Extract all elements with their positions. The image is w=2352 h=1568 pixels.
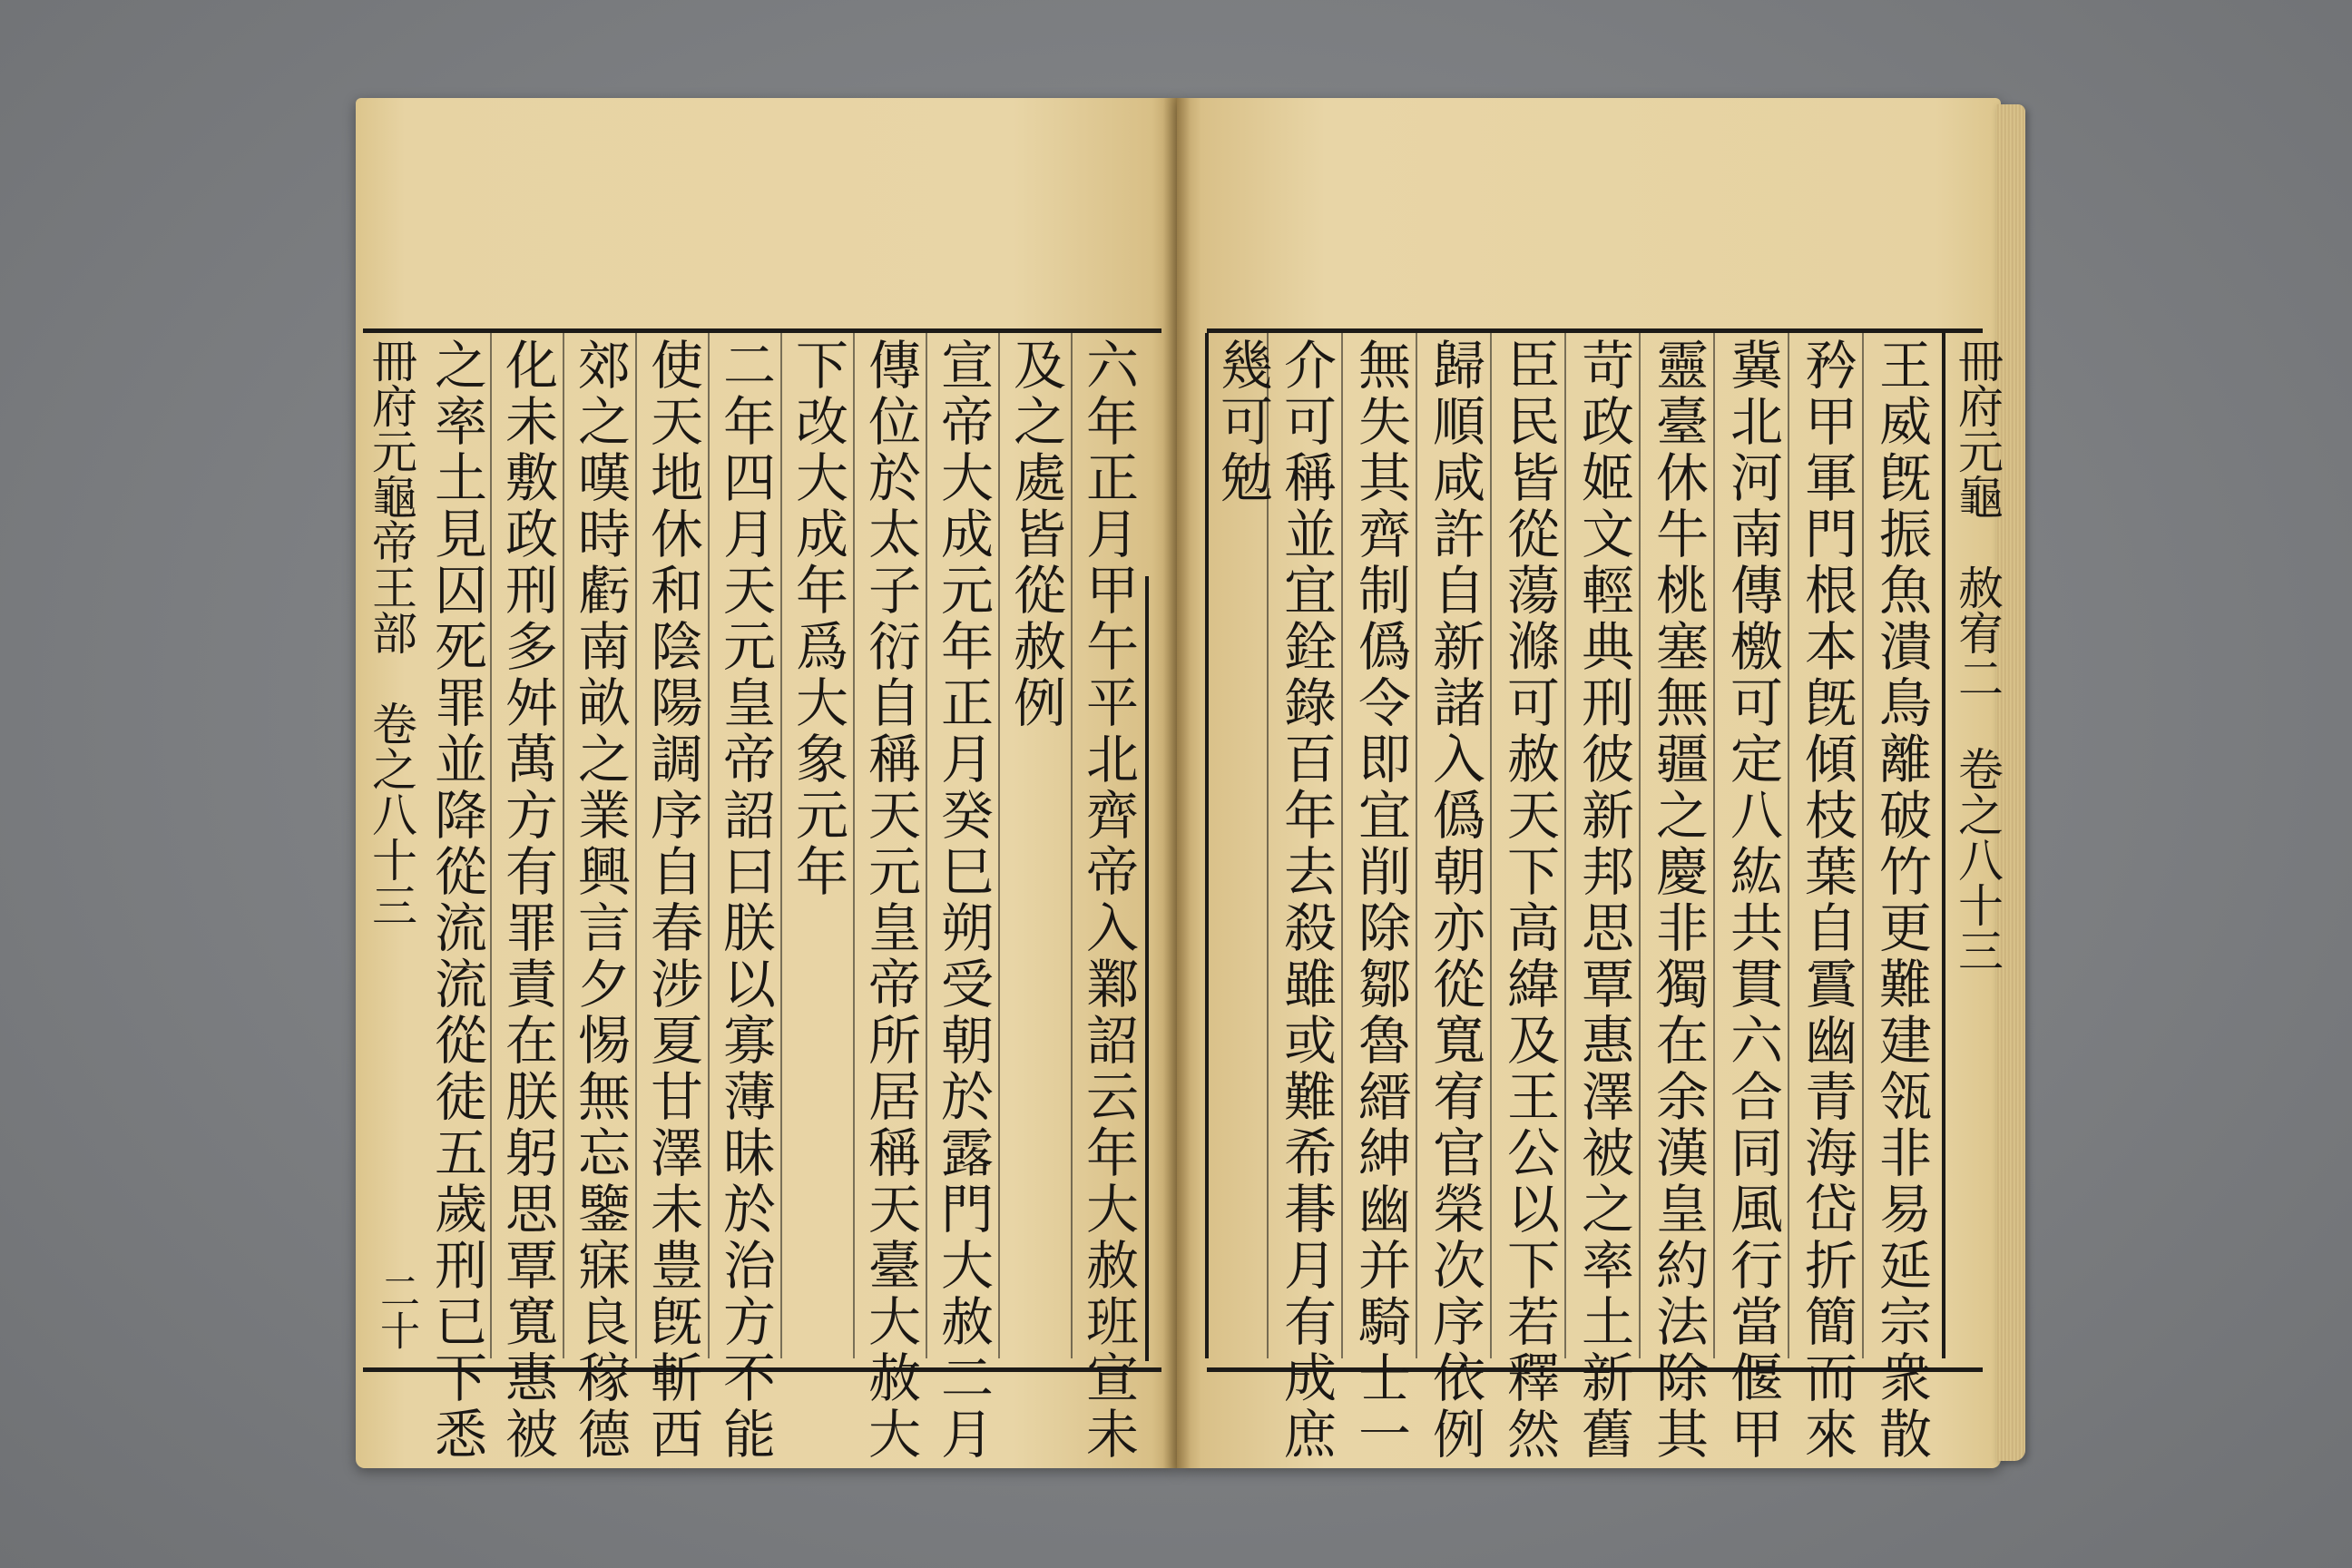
left-text-column: 宣帝大成元年正月癸巳朔受朝於露門大赦二月 (932, 338, 994, 1463)
folio-number: 二十 (373, 1270, 419, 1350)
column-rule (1788, 333, 1789, 1358)
left-margin-title: 冊府元龜帝王部 卷之八十三 (365, 338, 417, 927)
right-text-column: 幾可勉 (1211, 338, 1273, 506)
right-margin-rule (1942, 333, 1945, 1358)
right-text-column: 歸順咸許自新諸入僞朝亦從寬宥官榮次序依例 (1424, 338, 1485, 1463)
left-text-column: 使天地休和陰陽調序自春涉夏甘澤未豊旣斬西 (642, 338, 703, 1463)
column-rule (1341, 333, 1343, 1358)
column-rule (780, 333, 782, 1358)
left-text-column: 及之處皆從赦例 (1004, 338, 1066, 731)
column-rule (1416, 333, 1417, 1358)
book-spine (1163, 98, 1191, 1468)
left-text-column: 郊之嘆時虧南畝之業興言夕惕無忘鑒寐良稼德 (569, 338, 631, 1463)
left-text-column: 之率土見囚死罪並降從流流從徒五歲刑已下悉 (426, 338, 487, 1463)
column-rule (1639, 333, 1641, 1358)
column-rule (1564, 333, 1566, 1358)
column-rule (490, 333, 492, 1358)
left-text-column: 二年四月天元皇帝詔曰朕以寡薄昧於治方不能 (714, 338, 776, 1463)
left-text-column: 傳位於太子衍自稱天元皇帝所居稱天臺大赦大 (859, 338, 921, 1463)
right-text-column: 矜甲軍門根本旣傾枝葉自霣幽青海岱折簡而來 (1796, 338, 1857, 1463)
column-rule (1071, 333, 1073, 1358)
column-rule (998, 333, 1000, 1358)
right-text-column: 介可稱並宜銓錄百年去殺雖或難希朞月有成庶 (1275, 338, 1337, 1463)
column-rule (563, 333, 564, 1358)
column-rule (708, 333, 710, 1358)
left-text-column: 六年正月甲午平北齊帝入鄴詔云年大赦班宣未 (1077, 338, 1139, 1463)
right-text-column: 苛政姬文輕典刑彼新邦思覃惠澤被之率土新舊 (1573, 338, 1634, 1463)
column-rule (853, 333, 855, 1358)
right-text-column: 臣民皆從蕩滌可赦天下高緯及王公以下若釋然 (1498, 338, 1560, 1463)
column-rule (1713, 333, 1715, 1358)
left-text-column: 下改大成年爲大象元年 (787, 338, 848, 900)
right-text-column: 冀北河南傳檄可定八紘共貫六合同風行當偃甲 (1721, 338, 1783, 1463)
right-inner-rule (1205, 333, 1209, 1358)
left-text-column: 化未敷政刑多舛萬方有罪責在朕躬思覃寬惠被 (496, 338, 558, 1463)
column-rule (1862, 333, 1864, 1358)
column-rule (1490, 333, 1492, 1358)
right-text-column: 無失其齊制僞令即宜削除鄒魯縉紳幽并騎士一 (1349, 338, 1411, 1463)
column-rule (926, 333, 927, 1358)
right-margin-title: 冊府元龜 赦宥二 卷之八十三 (1951, 338, 2004, 973)
right-text-column: 王威旣振魚潰鳥離破竹更難建瓴非易延宗衆散 (1870, 338, 1932, 1463)
left-inner-rule (1145, 576, 1149, 1361)
column-rule (635, 333, 637, 1358)
right-text-column: 靈臺休牛桃塞無疆之慶非獨在余漢皇約法除其 (1647, 338, 1709, 1463)
